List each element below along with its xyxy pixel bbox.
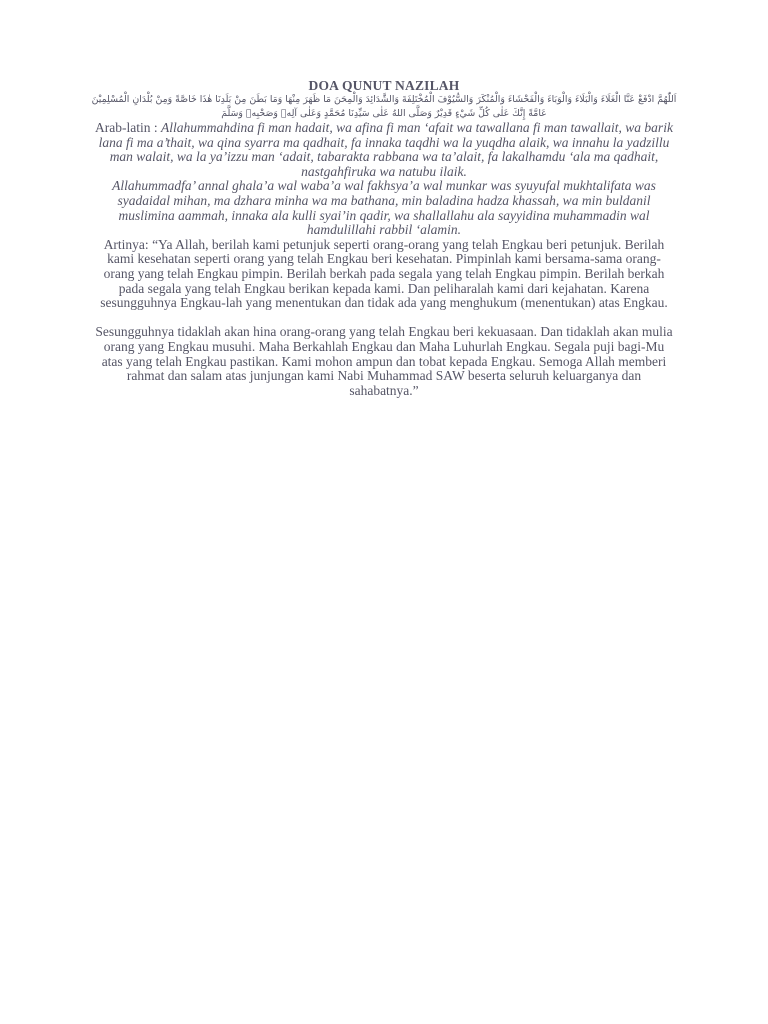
latin-text-2: Allahummadfa’ annal ghala’a wal waba’a wal fakhsya’a wal munkar was syuyufal mukhtalifata was syadaidal mihan, ma dzhara minha wa ma bathana, min baladina hadza khassah, wa min buldanil muslimina aammah, innaka ala kulli syai’in qadir, wa shallallahu ala sayyidina muhammadin wal hamdulillahi rabbil ‘alamin.	[112, 178, 656, 238]
latin-label: Arab-latin :	[95, 120, 162, 135]
latin-transliteration	[92, 121, 676, 179]
meaning-label: Artinya:	[103, 236, 153, 252]
document-title: DOA QUNUT NAZILAH	[308, 78, 460, 93]
arabic-prayer-text: اَللّٰهُمَّ ادْفَعْ عَنَّا الْغَلَاءَ وَالْبَلَاءَ وَالْوَبَاءَ وَالْفَحْشَاءَ وَالْمُنْكَرَ وَالسُّيُوْفَ الْمُخْتَلِفَةَ وَالشَّدَائِدَ وَالْمِحَنَ مَا ظَهَرَ مِنْهَا وَمَا بَطَنَ مِنْ بَلَدِنَا هٰذَا خَاصَّةً وَمِنْ بُلْدَانِ الْمُسْلِمِيْنَ عَامَّةً إِنَّكَ عَلٰى كُلِّ شَيْءٍ قَدِيْرٌ وَصَلَّى اللهُ عَلٰى سَيِّدِنَا مُحَمَّدٍ وَعَلٰى آلِهٖ وَصَحْبِهٖ وَسَلَّمَ	[91, 94, 677, 119]
meaning-text: “Ya Allah, berilah kami petunjuk seperti orang-orang yang telah Engkau beri petunjuk. Berilah kami kesehatan seperti orang yang telah Engkau beri kesehatan. Pimpinlah kami bersama-sama orang-orang yang telah Engkau pimpin. Berilah berkah pada segala yang telah Engkau pimpin. Berilah berkah pada segala yang telah Engkau berikan kepada kami. Dan peliharalah kami dari kejahatan. Karena sesungguhnya Engkau-lah yang menentukan dan tidak ada yang menghukum (menentukan) atas Engkau.	[100, 236, 668, 311]
document-page	[92, 78, 676, 398]
meaning-paragraph	[92, 238, 676, 311]
meaning-paragraph-2: Sesungguhnya tidaklah akan hina orang-orang yang telah Engkau beri kekuasaan. Dan tidaklah akan mulia orang yang Engkau musuhi. Maha Berkahlah Engkau dan Maha Luhurlah Engkau. Segala puji bagi-Mu atas yang telah Engkau pastikan. Kami mohon ampun dan tobat kepada Engkau. Semoga Allah memberi rahmat dan salam atas junjungan kami Nabi Muhammad SAW beserta seluruh keluarganya dan sahabatnya.”	[95, 324, 673, 398]
latin-transliteration-2	[92, 179, 676, 237]
paragraph-spacer	[92, 311, 676, 326]
latin-text: Allahummahdina fi man hadait, wa afina fi man ‘afait wa tawallana fi man tawallait, wa barik lana fi ma a’thait, wa qina syarra ma qadhait, fa innaka taqdhi wa la yuqdha alaik, wa innahu la yadzillu man walait, wa la ya’izzu man ‘adait, tabarakta rabbana wa ta’alait, fa lakalhamdu ‘ala ma qadhait, nastgahfiruka wa natubu ilaik.	[98, 120, 673, 179]
